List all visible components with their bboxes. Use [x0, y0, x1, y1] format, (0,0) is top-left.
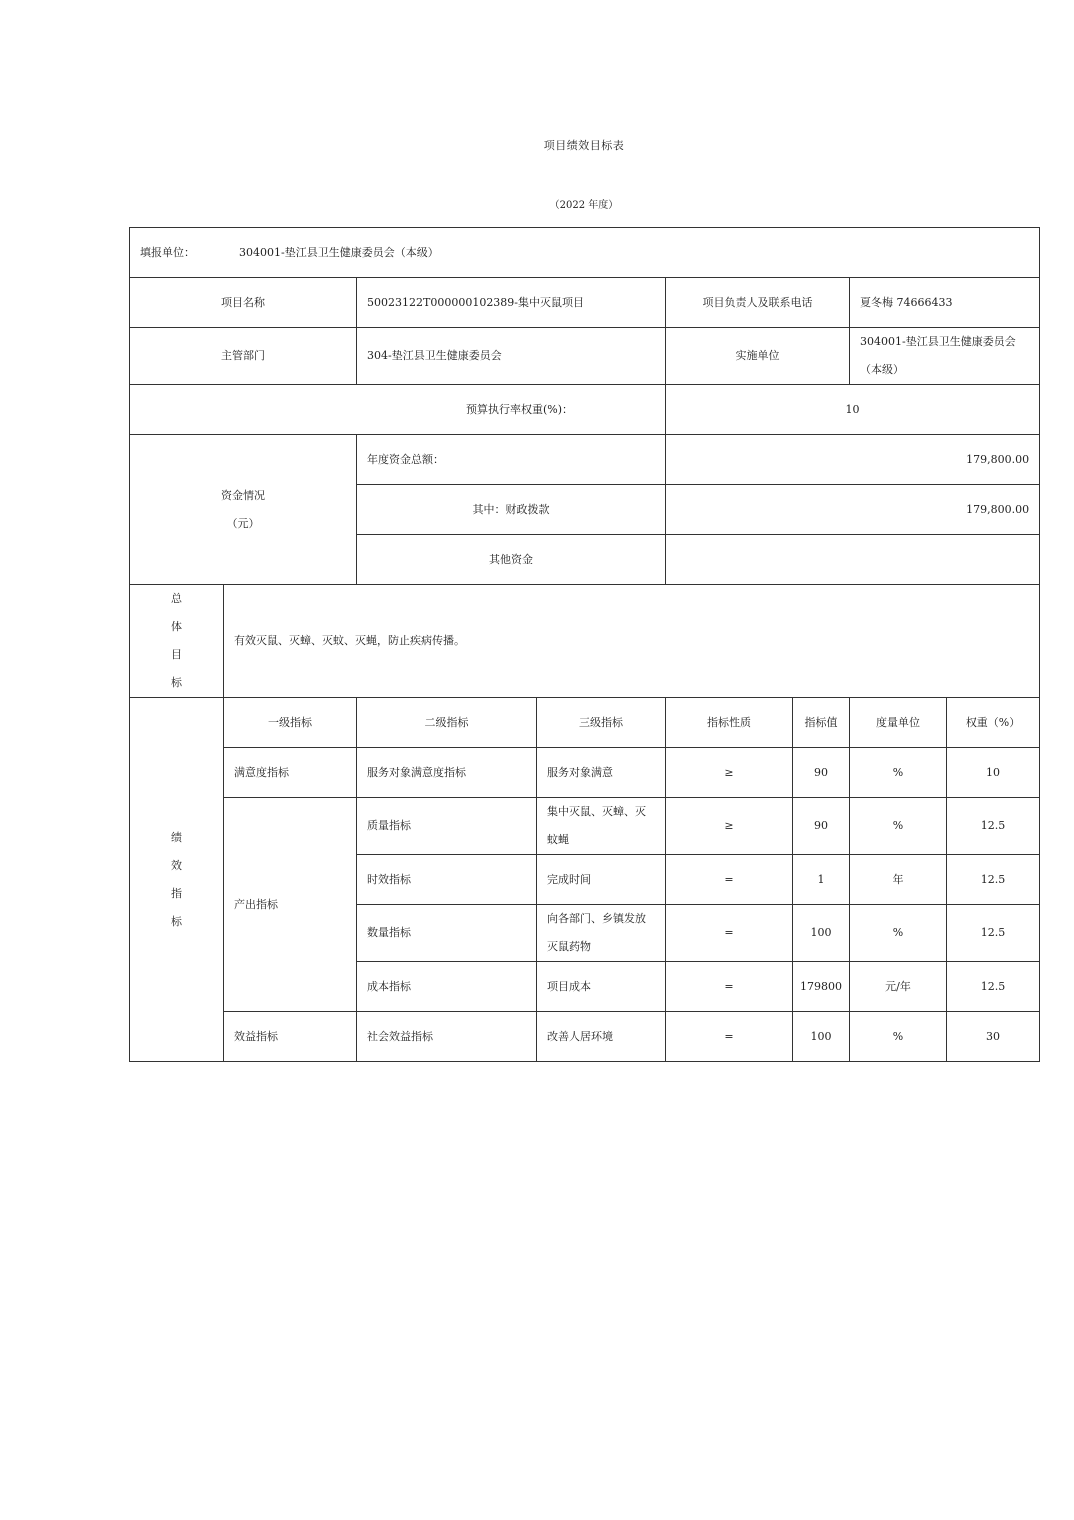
funds-total-value: 179,800.00 — [666, 435, 1040, 485]
nature-cell: ≥ — [666, 798, 793, 855]
ind-char-4: 标 — [171, 914, 182, 928]
header-value: 指标值 — [793, 698, 850, 748]
header-weight: 权重（%） — [947, 698, 1040, 748]
project-name-label: 项目名称 — [130, 278, 357, 328]
level2-cell: 数量指标 — [357, 905, 537, 962]
value-cell: 100 — [793, 1012, 850, 1062]
overall-goal-label — [130, 585, 224, 698]
level2-cell: 社会效益指标 — [357, 1012, 537, 1062]
weight-cell: 12.5 — [947, 798, 1040, 855]
table-row — [130, 1012, 1040, 1062]
nature-cell: = — [666, 905, 793, 962]
level3-cell: 集中灭鼠、灭蟑、灭蚊蝇 — [537, 798, 666, 855]
funds-label-line2: （元） — [226, 516, 260, 530]
header-level1: 一级指标 — [224, 698, 357, 748]
funds-fiscal-value: 179,800.00 — [666, 485, 1040, 535]
header-unit: 度量单位 — [850, 698, 947, 748]
level3-cell: 完成时间 — [537, 855, 666, 905]
impl-unit-value: 304001-垫江县卫生健康委员会（本级） — [850, 328, 1040, 385]
indicators-label — [130, 698, 224, 1062]
funds-label-line1: 资金情况 — [221, 488, 265, 502]
header-level2: 二级指标 — [357, 698, 537, 748]
level3-cell: 项目成本 — [537, 962, 666, 1012]
level2-cell: 服务对象满意度指标 — [357, 748, 537, 798]
filler-unit-value: 304001-垫江县卫生健康委员会（本级） — [239, 245, 439, 259]
project-name-value: 50023122T000000102389-集中灭鼠项目 — [357, 278, 666, 328]
weight-cell: 30 — [947, 1012, 1040, 1062]
project-contact-label: 项目负责人及联系电话 — [666, 278, 850, 328]
level2-cell: 质量指标 — [357, 798, 537, 855]
funds-label — [130, 435, 357, 585]
project-contact-value: 夏冬梅 74666433 — [850, 278, 1040, 328]
filler-unit-label: 填报单位： — [140, 245, 195, 259]
funds-fiscal-label: 其中：财政拨款 — [357, 485, 666, 535]
dept-label: 主管部门 — [130, 328, 357, 385]
dept-value: 304-垫江县卫生健康委员会 — [357, 328, 666, 385]
value-cell: 90 — [793, 748, 850, 798]
level1-cell: 效益指标 — [224, 1012, 357, 1062]
value-cell: 100 — [793, 905, 850, 962]
value-cell: 179800 — [793, 962, 850, 1012]
goal-char-3: 目 — [171, 648, 182, 661]
level1-cell: 满意度指标 — [224, 748, 357, 798]
unit-cell: 元/年 — [850, 962, 947, 1012]
goal-char-2: 体 — [171, 620, 182, 633]
level2-cell: 时效指标 — [357, 855, 537, 905]
ind-char-3: 指 — [171, 886, 182, 900]
unit-cell: 年 — [850, 855, 947, 905]
level1-cell: 产出指标 — [224, 798, 357, 1012]
funds-other-label: 其他资金 — [357, 535, 666, 585]
budget-weight-value: 10 — [666, 385, 1040, 435]
level3-cell: 服务对象满意 — [537, 748, 666, 798]
funds-total-label: 年度资金总额： — [357, 435, 666, 485]
nature-cell: = — [666, 1012, 793, 1062]
level3-cell: 向各部门、乡镇发放灭鼠药物 — [537, 905, 666, 962]
impl-unit-label: 实施单位 — [666, 328, 850, 385]
unit-cell: % — [850, 905, 947, 962]
table-row — [130, 748, 1040, 798]
nature-cell: ≥ — [666, 748, 793, 798]
budget-weight-label: 预算执行率权重(%)： — [130, 385, 666, 435]
report-year: （2022 年度） — [549, 200, 619, 211]
ind-char-2: 效 — [171, 858, 182, 872]
header-nature: 指标性质 — [666, 698, 793, 748]
weight-cell: 12.5 — [947, 962, 1040, 1012]
goal-char-1: 总 — [171, 592, 182, 605]
unit-cell: % — [850, 798, 947, 855]
value-cell: 1 — [793, 855, 850, 905]
weight-cell: 12.5 — [947, 905, 1040, 962]
goal-char-4: 标 — [171, 676, 182, 689]
unit-cell: % — [850, 1012, 947, 1062]
page-title: 项目绩效目标表 — [543, 139, 625, 152]
ind-char-1: 绩 — [171, 830, 182, 844]
weight-cell: 10 — [947, 748, 1040, 798]
nature-cell: = — [666, 962, 793, 1012]
header-level3: 三级指标 — [537, 698, 666, 748]
value-cell: 90 — [793, 798, 850, 855]
level3-cell: 改善人居环境 — [537, 1012, 666, 1062]
table-row — [130, 798, 1040, 855]
filler-unit-row — [130, 228, 1040, 278]
performance-target-table — [129, 227, 1040, 1062]
level2-cell: 成本指标 — [357, 962, 537, 1012]
weight-cell: 12.5 — [947, 855, 1040, 905]
nature-cell: = — [666, 855, 793, 905]
unit-cell: % — [850, 748, 947, 798]
funds-other-value — [666, 535, 1040, 585]
overall-goal-text: 有效灭鼠、灭蟑、灭蚊、灭蝇，防止疾病传播。 — [224, 585, 1040, 698]
